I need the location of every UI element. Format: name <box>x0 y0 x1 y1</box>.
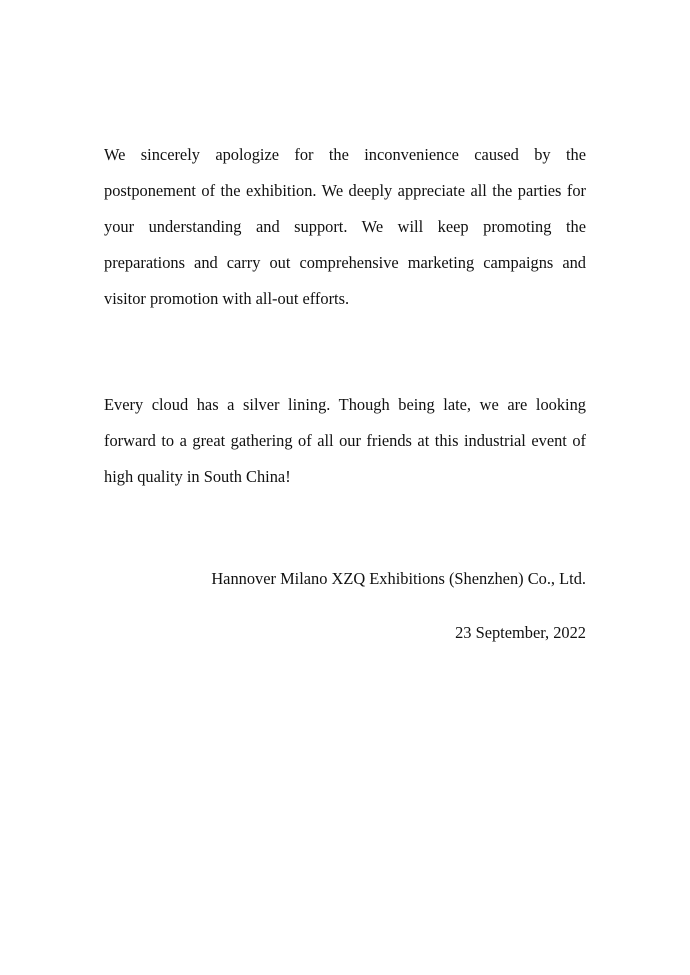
closing-paragraph: Every cloud has a silver lining. Though being late, we are looking forward to a great gathering of all our friends at this industrial event of high quality in South China! <box>104 395 586 486</box>
signature-company: Hannover Milano XZQ Exhibitions (Shenzhen) Co., Ltd. <box>211 569 586 588</box>
signature-date: 23 September, 2022 <box>455 623 586 642</box>
apology-paragraph: We sincerely apologize for the inconvenience caused by the postponement of the exhibition. We deeply appreciate all the parties for your understanding and support. We will keep promoting the preparations and carry out comprehensive marketing campaigns and visitor promotion with all-out efforts. <box>104 145 586 308</box>
